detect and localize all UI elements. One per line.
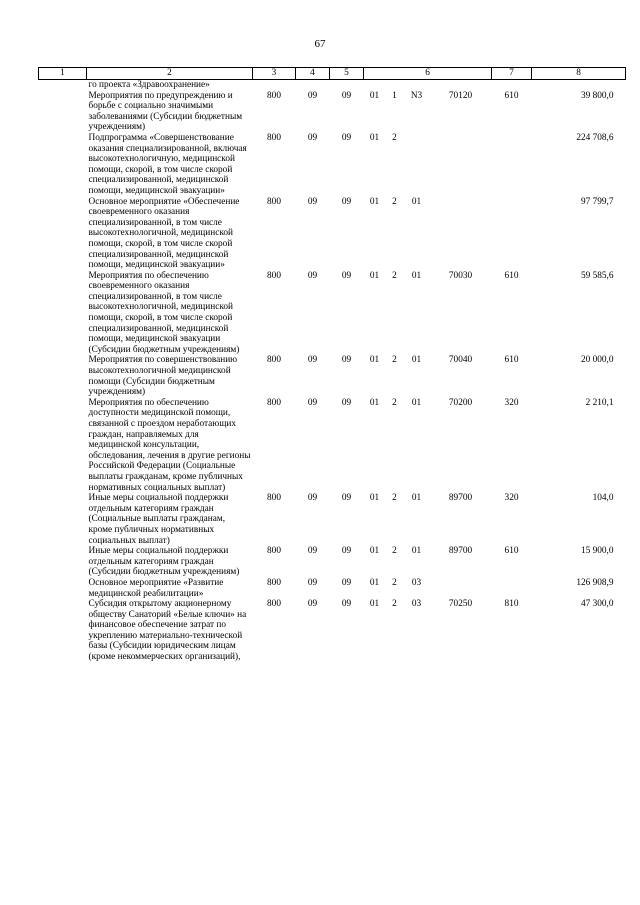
row-target-article-2: 2 bbox=[392, 132, 397, 143]
row-target-article-4: 70250 bbox=[448, 599, 473, 610]
row-subsection: 09 bbox=[341, 355, 352, 366]
row-subsection: 09 bbox=[341, 132, 352, 143]
row-section bbox=[296, 80, 330, 91]
row-subsection: 09 bbox=[341, 90, 352, 101]
row-target-article-3: 03 bbox=[411, 577, 422, 588]
row-description: го проекта «Здравоохранение» bbox=[88, 80, 210, 90]
row-spacer-cell bbox=[39, 197, 87, 271]
table-row bbox=[39, 546, 626, 578]
row-ministry-code: 800 bbox=[267, 132, 281, 143]
row-ministry-code: 800 bbox=[267, 599, 281, 610]
table-row bbox=[39, 493, 626, 546]
header-cell-2: 2 bbox=[87, 68, 253, 80]
row-description: Мероприятия по обеспечению доступности медицинской помощи, связанной с проездом неработающих граждан, направляемых для медицинской консультации, обследования, лечения в другие регионы Российской Федерации (Социальные выплаты гражданам, кроме публичных нормативных социальных выплат) bbox=[88, 397, 251, 493]
row-target-article-1: 01 bbox=[369, 270, 380, 281]
row-section: 09 bbox=[307, 546, 318, 557]
row-target-article-2: 2 bbox=[392, 599, 397, 610]
row-expense-type bbox=[492, 197, 532, 271]
row-target-article-1: 01 bbox=[369, 493, 380, 504]
header-cell-1: 1 bbox=[39, 68, 87, 80]
row-expense-type bbox=[492, 578, 532, 599]
row-expense-type: 320 bbox=[504, 493, 519, 504]
row-description: Мероприятия по предупреждению и борьбе с социально значимыми заболеваниями (Субсидии бюджетным учреждениям) bbox=[88, 90, 243, 133]
row-section: 09 bbox=[307, 90, 318, 101]
row-target-article-1: 01 bbox=[369, 90, 380, 101]
row-section: 09 bbox=[307, 599, 318, 610]
row-description: Иные меры социальной поддержки отдельным категориям граждан (Социальные выплаты гражданам, кроме публичных нормативных социальных выплат) bbox=[88, 493, 229, 546]
row-amount: 20 000,0 bbox=[580, 355, 614, 366]
table-row bbox=[39, 133, 626, 197]
row-ministry-code: 800 bbox=[267, 493, 281, 504]
row-amount: 2 210,1 bbox=[585, 397, 614, 408]
row-target-article-4: 89700 bbox=[448, 493, 473, 504]
row-section: 09 bbox=[307, 577, 318, 588]
row-amount: 224 708,6 bbox=[576, 132, 614, 143]
row-target-article-1 bbox=[364, 80, 386, 91]
row-section: 09 bbox=[307, 132, 318, 143]
row-description: Мероприятия по совершенствованию высокотехнологичной медицинской помощи (Субсидии бюджетным учреждениям) bbox=[88, 355, 238, 398]
table-row bbox=[39, 578, 626, 599]
row-subsection: 09 bbox=[341, 546, 352, 557]
row-ministry-code bbox=[253, 80, 296, 91]
row-subsection: 09 bbox=[341, 397, 352, 408]
row-ministry-code: 800 bbox=[267, 270, 281, 281]
row-target-article-2: 2 bbox=[392, 355, 397, 366]
row-spacer-cell bbox=[39, 91, 87, 133]
table-row bbox=[39, 599, 626, 663]
header-cell-6: 6 bbox=[364, 68, 492, 80]
row-subsection: 09 bbox=[341, 599, 352, 610]
row-description: Субсидия открытому акционерному обществу Санаторий «Белые ключи» на финансовое обеспечение затрат по укреплению материально-технической базы (Субсидии юридическим лицам (кроме некоммерческих организаций), bbox=[88, 599, 247, 663]
row-subsection: 09 bbox=[341, 196, 352, 207]
header-row bbox=[39, 68, 626, 80]
row-target-article-4 bbox=[430, 578, 492, 599]
header-cell-3: 3 bbox=[253, 68, 296, 80]
row-amount: 59 585,6 bbox=[580, 270, 614, 281]
page-number: 67 bbox=[314, 38, 326, 50]
row-target-article-3: N3 bbox=[410, 90, 423, 101]
row-subsection bbox=[330, 80, 364, 91]
row-spacer-cell bbox=[39, 546, 87, 578]
row-spacer-cell bbox=[39, 398, 87, 493]
row-ministry-code: 800 bbox=[267, 355, 281, 366]
row-ministry-code: 800 bbox=[267, 90, 281, 101]
row-expense-type: 810 bbox=[504, 599, 519, 610]
row-target-article-4 bbox=[430, 133, 492, 197]
row-target-article-2 bbox=[386, 80, 404, 91]
row-amount: 47 300,0 bbox=[580, 599, 614, 610]
row-description: Подпрограмма «Совершенствование оказания специализированной, включая высокотехнологичную, медицинской помощи, скорой, в том числе скорой специализированной, медицинской помощи, медицинской эвакуации» bbox=[88, 132, 247, 196]
table-row bbox=[39, 271, 626, 356]
table-row bbox=[39, 355, 626, 397]
row-target-article-1: 01 bbox=[369, 599, 380, 610]
table-body bbox=[39, 80, 626, 663]
row-subsection: 09 bbox=[341, 493, 352, 504]
row-spacer-cell bbox=[39, 493, 87, 546]
row-expense-type: 610 bbox=[504, 270, 519, 281]
row-target-article-2: 2 bbox=[392, 397, 397, 408]
table-row bbox=[39, 91, 626, 133]
row-amount: 39 800,0 bbox=[580, 90, 614, 101]
row-target-article-2: 1 bbox=[392, 90, 397, 101]
header-cell-4: 4 bbox=[296, 68, 330, 80]
row-spacer-cell bbox=[39, 271, 87, 356]
row-target-article-3 bbox=[404, 80, 430, 91]
row-target-article-1: 01 bbox=[369, 132, 380, 143]
row-target-article-4 bbox=[430, 80, 492, 91]
row-description: Иные меры социальной поддержки отдельным категориям граждан (Субсидии бюджетным учреждениям) bbox=[88, 546, 240, 578]
row-target-article-3: 01 bbox=[411, 397, 422, 408]
row-ministry-code: 800 bbox=[267, 546, 281, 557]
row-target-article-2: 2 bbox=[392, 270, 397, 281]
row-target-article-1: 01 bbox=[369, 546, 380, 557]
row-target-article-1: 01 bbox=[369, 577, 380, 588]
row-ministry-code: 800 bbox=[267, 397, 281, 408]
row-description: Мероприятия по обеспечению своевременного оказания специализированной, в том числе высокотехнологичной, медицинской помощи, скорой, в том числе скорой специализированной, медицинской помощи, медицинской эвакуации (Субсидии бюджетным учреждениям) bbox=[88, 270, 240, 355]
table-row bbox=[39, 80, 626, 91]
row-amount: 126 908,9 bbox=[576, 577, 614, 588]
row-amount: 104,0 bbox=[592, 493, 614, 504]
row-target-article-4: 70200 bbox=[448, 397, 473, 408]
row-ministry-code: 800 bbox=[267, 577, 281, 588]
row-section: 09 bbox=[307, 397, 318, 408]
row-section: 09 bbox=[307, 196, 318, 207]
row-expense-type bbox=[492, 80, 532, 91]
row-expense-type: 610 bbox=[504, 546, 519, 557]
row-target-article-3 bbox=[404, 133, 430, 197]
row-expense-type bbox=[492, 133, 532, 197]
row-target-article-2: 2 bbox=[392, 196, 397, 207]
row-expense-type: 610 bbox=[504, 355, 519, 366]
row-target-article-4 bbox=[430, 197, 492, 271]
row-target-article-1: 01 bbox=[369, 397, 380, 408]
header-cell-7: 7 bbox=[492, 68, 532, 80]
row-description: Основное мероприятие «Обеспечение своевременного оказания специализированной, в том числе высокотехнологичной, медицинской помощи, скорой, в том числе скорой специализированной, медицинской помощи, медицинской эвакуации» bbox=[88, 196, 240, 271]
row-expense-type: 610 bbox=[504, 90, 519, 101]
row-amount: 97 799,7 bbox=[580, 196, 614, 207]
row-target-article-3: 01 bbox=[411, 546, 422, 557]
row-section: 09 bbox=[307, 355, 318, 366]
row-subsection: 09 bbox=[341, 577, 352, 588]
row-ministry-code: 800 bbox=[267, 196, 281, 207]
row-section: 09 bbox=[307, 493, 318, 504]
row-target-article-4: 70030 bbox=[448, 270, 473, 281]
budget-table bbox=[38, 67, 626, 663]
row-description: Основное мероприятие «Развитие медицинской реабилитации» bbox=[88, 577, 224, 599]
table-row bbox=[39, 197, 626, 271]
row-spacer-cell bbox=[39, 80, 87, 91]
row-target-article-3: 01 bbox=[411, 270, 422, 281]
row-target-article-1: 01 bbox=[369, 355, 380, 366]
row-target-article-3: 01 bbox=[411, 196, 422, 207]
row-target-article-1: 01 bbox=[369, 196, 380, 207]
row-spacer-cell bbox=[39, 355, 87, 397]
row-section: 09 bbox=[307, 270, 318, 281]
row-target-article-3: 03 bbox=[411, 599, 422, 610]
row-target-article-2: 2 bbox=[392, 493, 397, 504]
row-subsection: 09 bbox=[341, 270, 352, 281]
row-expense-type: 320 bbox=[504, 397, 519, 408]
row-target-article-4: 70120 bbox=[448, 90, 473, 101]
row-spacer-cell bbox=[39, 578, 87, 599]
table-row bbox=[39, 398, 626, 493]
row-target-article-3: 01 bbox=[411, 493, 422, 504]
row-target-article-4: 70040 bbox=[448, 355, 473, 366]
row-target-article-3: 01 bbox=[411, 355, 422, 366]
row-amount bbox=[532, 80, 626, 91]
row-target-article-2: 2 bbox=[392, 577, 397, 588]
row-amount: 15 900,0 bbox=[580, 546, 614, 557]
row-spacer-cell bbox=[39, 599, 87, 663]
table-header bbox=[39, 68, 626, 80]
row-target-article-2: 2 bbox=[392, 546, 397, 557]
header-cell-5: 5 bbox=[330, 68, 364, 80]
header-cell-8: 8 bbox=[532, 68, 626, 80]
row-target-article-4: 89700 bbox=[448, 546, 473, 557]
row-spacer-cell bbox=[39, 133, 87, 197]
